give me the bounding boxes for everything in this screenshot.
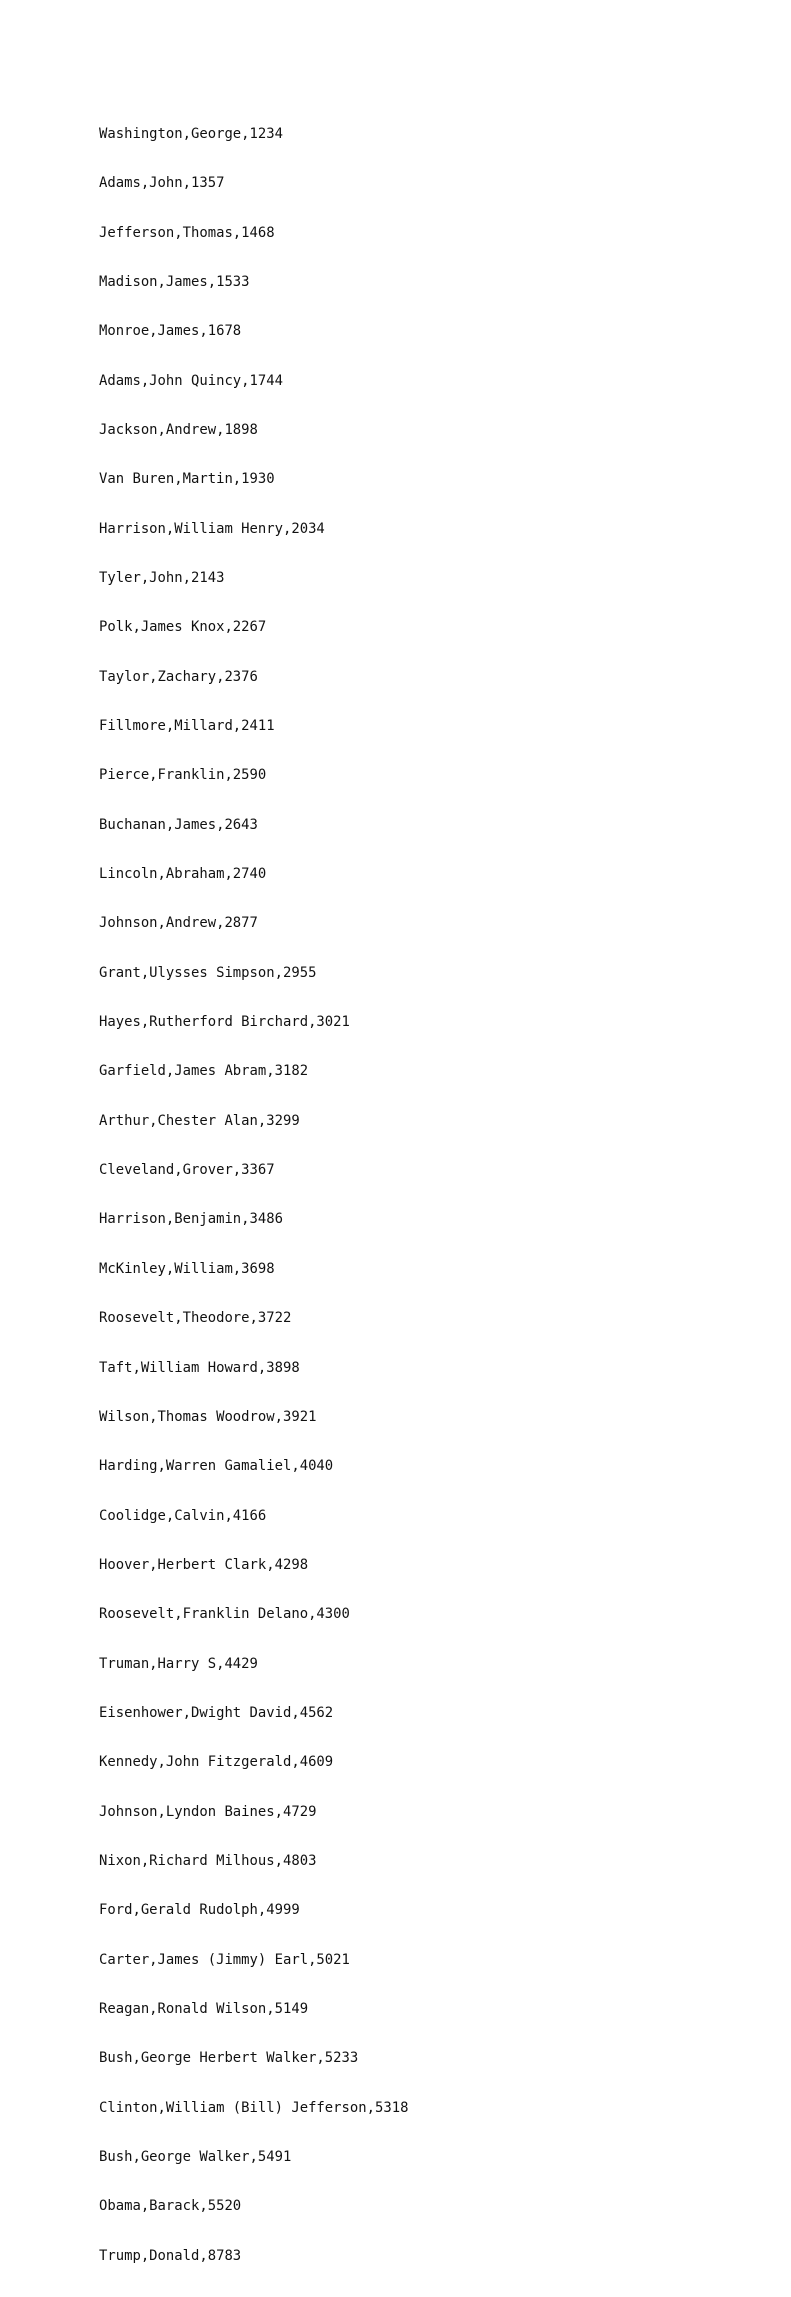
text-line: Nixon,Richard Milhous,4803 bbox=[99, 1852, 317, 1869]
text-line: Taylor,Zachary,2376 bbox=[99, 668, 258, 685]
text-line: Trump,Donald,8783 bbox=[99, 2247, 242, 2264]
text-line: Harrison,William Henry,2034 bbox=[99, 520, 325, 537]
text-line: Adams,John,1357 bbox=[99, 175, 225, 192]
text-line: Truman,Harry S,4429 bbox=[99, 1655, 258, 1672]
text-line: Ford,Gerald Rudolph,4999 bbox=[99, 1902, 300, 1919]
text-line: Cleveland,Grover,3367 bbox=[99, 1162, 275, 1179]
text-line: Eisenhower,Dwight David,4562 bbox=[99, 1704, 334, 1721]
text-line: Wilson,Thomas Woodrow,3921 bbox=[99, 1408, 317, 1425]
text-line: Lincoln,Abraham,2740 bbox=[99, 866, 267, 883]
text-line: Pierce,Franklin,2590 bbox=[99, 767, 267, 784]
text-line: Bush,George Herbert Walker,5233 bbox=[99, 2050, 359, 2067]
text-line: Johnson,Andrew,2877 bbox=[99, 915, 258, 932]
text-line: Kennedy,John Fitzgerald,4609 bbox=[99, 1754, 334, 1771]
text-line: Polk,James Knox,2267 bbox=[99, 619, 267, 636]
text-line: Jackson,Andrew,1898 bbox=[99, 421, 258, 438]
text-line: Garfield,James Abram,3182 bbox=[99, 1063, 309, 1080]
text-line: Arthur,Chester Alan,3299 bbox=[99, 1112, 300, 1129]
text-line: Van Buren,Martin,1930 bbox=[99, 471, 275, 488]
text-line: Tyler,John,2143 bbox=[99, 570, 225, 586]
text-line: Buchanan,James,2643 bbox=[99, 816, 258, 833]
text-line: McKinley,William,3698 bbox=[99, 1260, 275, 1277]
text-line: Grant,Ulysses Simpson,2955 bbox=[99, 964, 317, 981]
text-line: Hoover,Herbert Clark,4298 bbox=[99, 1556, 309, 1573]
csv-text-block bbox=[99, 93, 408, 2297]
text-line: Roosevelt,Franklin Delano,4300 bbox=[99, 1606, 350, 1623]
text-line: Carter,James (Jimmy) Earl,5021 bbox=[99, 1951, 350, 1968]
text-line: Johnson,Lyndon Baines,4729 bbox=[99, 1803, 317, 1820]
text-line: Harding,Warren Gamaliel,4040 bbox=[99, 1458, 334, 1475]
text-line: Roosevelt,Theodore,3722 bbox=[99, 1310, 292, 1327]
text-line: Hayes,Rutherford Birchard,3021 bbox=[99, 1014, 350, 1031]
text-line: Coolidge,Calvin,4166 bbox=[99, 1507, 267, 1524]
text-line: Fillmore,Millard,2411 bbox=[99, 718, 275, 735]
text-line: Adams,John Quincy,1744 bbox=[99, 372, 283, 389]
text-line: Washington,George,1234 bbox=[99, 125, 283, 142]
text-line: Clinton,William (Bill) Jefferson,5318 bbox=[99, 2099, 409, 2116]
text-line: Madison,James,1533 bbox=[99, 273, 250, 290]
text-line: Harrison,Benjamin,3486 bbox=[99, 1211, 283, 1228]
text-line: Jefferson,Thomas,1468 bbox=[99, 224, 275, 241]
text-line: Reagan,Ronald Wilson,5149 bbox=[99, 2000, 309, 2017]
text-line: Obama,Barack,5520 bbox=[99, 2198, 242, 2215]
text-line: Bush,George Walker,5491 bbox=[99, 2149, 292, 2165]
text-line: Monroe,James,1678 bbox=[99, 323, 242, 340]
text-line: Taft,William Howard,3898 bbox=[99, 1359, 300, 1376]
